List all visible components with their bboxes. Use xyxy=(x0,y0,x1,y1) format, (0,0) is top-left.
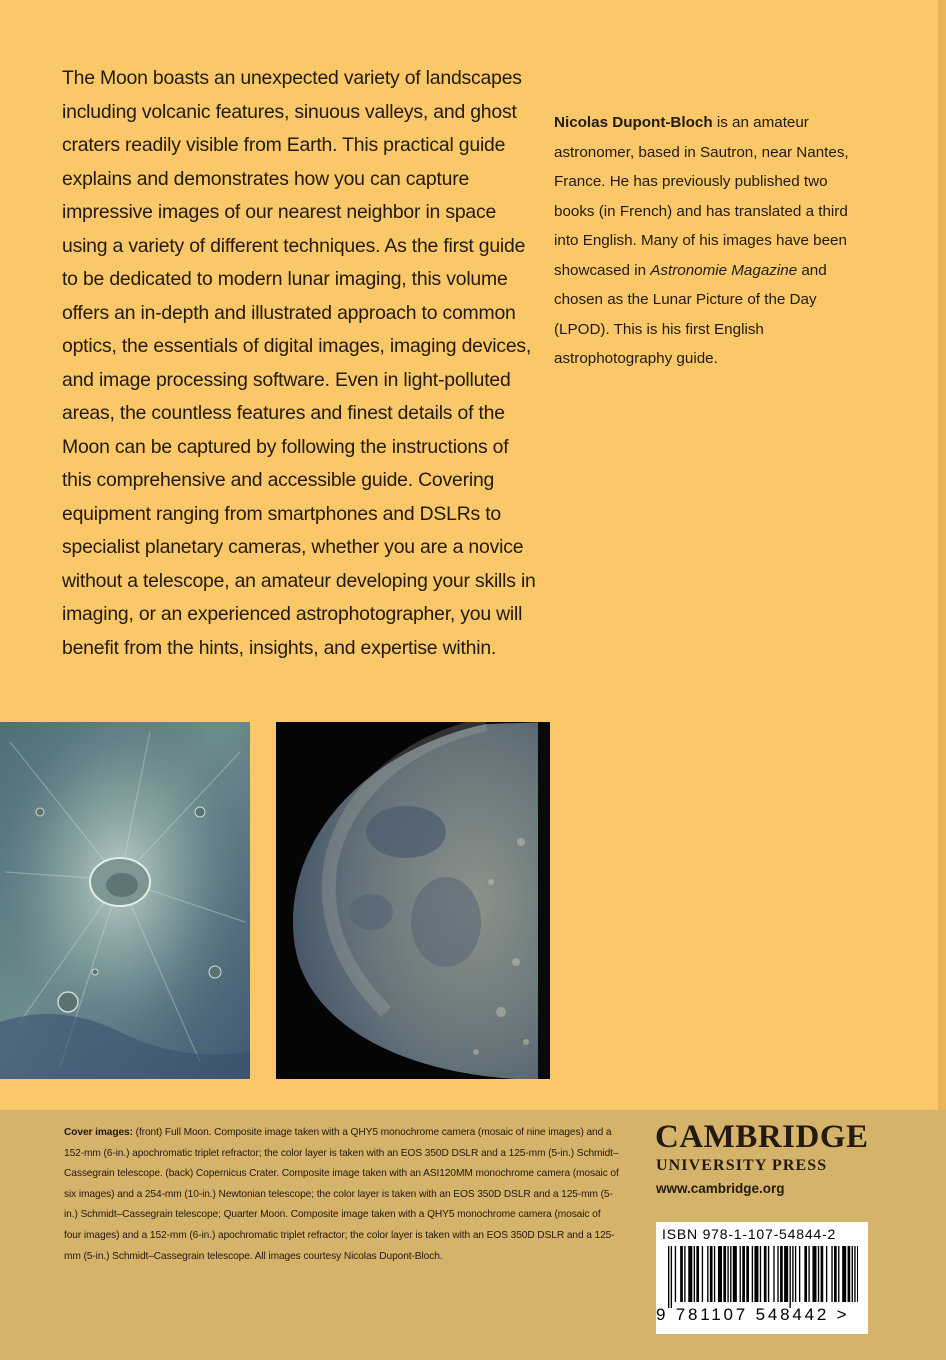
barcode-bar xyxy=(780,1246,783,1302)
barcode-bar xyxy=(777,1246,778,1302)
barcode-bar xyxy=(730,1246,731,1302)
barcode-bar xyxy=(804,1246,807,1302)
barcode-bar xyxy=(818,1246,819,1302)
barcode-bar xyxy=(790,1246,791,1308)
barcode-bar xyxy=(852,1246,853,1302)
barcode-bar xyxy=(710,1246,713,1302)
barcode-bar xyxy=(714,1246,715,1302)
publisher-url: www.cambridge.org xyxy=(656,1181,785,1196)
barcode-bar xyxy=(848,1246,851,1302)
barcode-bar xyxy=(842,1246,846,1302)
barcode-bar xyxy=(768,1246,769,1302)
barcode-bar xyxy=(854,1246,855,1302)
barcode-bar xyxy=(684,1246,685,1302)
cover-image-credits xyxy=(64,1123,620,1267)
isbn-label: ISBN 978-1-107-54844-2 xyxy=(662,1226,837,1242)
barcode-bar xyxy=(760,1246,761,1302)
barcode-digits: 9 781107 548442 > xyxy=(656,1305,850,1324)
barcode-bar xyxy=(740,1246,741,1302)
author-bio xyxy=(554,108,854,374)
credits-label: Cover images: xyxy=(64,1127,133,1138)
barcode-bar xyxy=(752,1246,753,1302)
barcode-bar xyxy=(799,1246,800,1302)
credits-text: (front) Full Moon. Composite image taken with a QHY5 monochrome camera (mosaic of nine images) and a 152-mm (6-in.) apochromatic triplet refractor; the color layer is taken with an EOS 350D DSLR and a 125-mm (5-in.) Schmidt–Cassegrain telescope. (back) Copernicus Crater. Composite image taken with an ASI120MM monochrome camera (mosaic of six images) and a 254-mm (10-in.) Newtonian telescope; the color layer is taken with an EOS 350D DSLR and a 125-mm (5-in.) Schmidt–Cassegrain telescope; Quarter Moon. Composite image taken with a QHY5 monochrome camera (mosaic of four images) and a 152-mm (6-in.) apochromatic triplet refractor; the color layer is taken with an EOS 350D DSLR and a 125-mm (5-in.) Schmidt–Cassegrain telescope. All images courtesy Nicolas Dupont-Bloch. xyxy=(64,1127,619,1262)
barcode-bar xyxy=(742,1246,745,1302)
barcode-bar xyxy=(727,1246,728,1302)
spine-edge xyxy=(938,0,946,1110)
barcode-bar xyxy=(857,1246,858,1302)
barcode-bar xyxy=(831,1246,832,1302)
publisher-name: CAMBRIDGE xyxy=(655,1119,869,1155)
barcode-bar xyxy=(675,1246,676,1302)
barcode-bar xyxy=(808,1246,809,1302)
quarter-moon-image xyxy=(276,722,550,1079)
author-bio-text-2: and chosen as the Lunar Picture of the Day (LPOD). This is his first English astrophotography guide. xyxy=(554,261,827,367)
barcode-bar xyxy=(688,1246,692,1302)
author-bio-text-1: is an amateur astronomer, based in Sautron, near Nantes, France. He has previously published two books (in French) and has translated a third into English. Many of his images have been showcased in xyxy=(554,114,849,279)
magazine-title: Astronomie Magazine xyxy=(650,261,798,279)
barcode-bar xyxy=(792,1246,793,1302)
copernicus-crater-image xyxy=(0,722,250,1079)
publisher-subname: UNIVERSITY PRESS xyxy=(656,1157,828,1174)
author-name: Nicolas Dupont-Bloch xyxy=(554,114,713,131)
barcode-bar xyxy=(764,1246,767,1302)
barcode-bar xyxy=(838,1246,839,1302)
barcode-bar xyxy=(754,1246,758,1302)
barcode-bar xyxy=(723,1246,726,1302)
barcode-bar xyxy=(834,1246,837,1302)
barcode-bar xyxy=(718,1246,722,1302)
barcode-bar xyxy=(671,1246,672,1308)
barcode-bar xyxy=(696,1246,699,1302)
barcode-bar xyxy=(707,1246,708,1302)
back-cover-blurb: The Moon boasts an unexpected variety of landscapes including volcanic features, sinuous valleys, and ghost craters readily visible from Earth. This practical guide explains and demonstrates how you can capture impressive images of our nearest neighbor in space using a variety of different techniques. As the first guide to be dedicated to modern lunar imaging, this volume offers an in-depth and illustrated approach to common optics, the essentials of digital images, imaging devices, and image processing software. Even in light-polluted areas, the countless features and finest details of the Moon can be captured by following the instructions of this comprehensive and accessible guide. Covering equipment ranging from smartphones and DSLRs to specialist planetary cameras, whether you are a novice without a telescope, an amateur developing your skills in imaging, or an experienced astrophotographer, you will benefit from the hints, insights, and expertise within. xyxy=(62,67,536,659)
barcode-bar xyxy=(795,1246,796,1302)
barcode-bar xyxy=(733,1246,737,1302)
barcode-bar xyxy=(773,1246,774,1302)
barcode-bar xyxy=(826,1246,827,1302)
barcode-bar xyxy=(812,1246,816,1302)
barcode-bar xyxy=(746,1246,749,1302)
barcode-bar xyxy=(784,1246,788,1302)
isbn-barcode-box xyxy=(656,1222,868,1334)
barcode-bar xyxy=(668,1246,669,1308)
barcode-bar xyxy=(680,1246,683,1302)
barcode-bar xyxy=(694,1246,695,1302)
barcode-bar xyxy=(821,1246,824,1302)
barcode xyxy=(668,1246,858,1308)
barcode-bar xyxy=(702,1246,703,1302)
